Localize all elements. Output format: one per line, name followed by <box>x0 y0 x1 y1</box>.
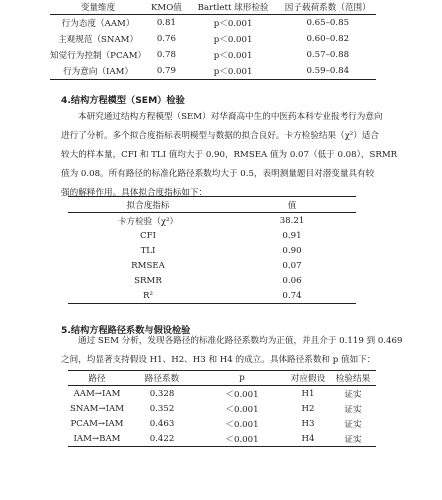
paragraph-line: 进行了分析。多个拟合度指标表明模型与数据的拟合良好。卡方检验结果（χ²）适合 <box>61 131 380 141</box>
table-cell: 0.91 <box>282 230 302 241</box>
table-header-cell: 因子载荷系数（范围） <box>284 3 371 13</box>
table-cell: H4 <box>286 431 330 447</box>
table-cell: 0.81 <box>146 15 187 32</box>
table-cell: 主观规范（SNAM） <box>58 35 139 45</box>
table-cell: 0.79 <box>146 63 187 80</box>
table-cell: 38.21 <box>279 215 305 226</box>
paragraph-line: 强的解释作用。具体拟合度指标如下： <box>61 188 208 198</box>
table-row <box>50 47 376 63</box>
table-header-cell: p <box>198 371 286 386</box>
table-cell: 0.328 <box>149 388 175 399</box>
table-header-cell: 变量维度 <box>80 3 116 13</box>
table-cell: p＜0.001 <box>213 51 253 61</box>
table-cell: 0.74 <box>228 288 356 304</box>
table-cell: 0.65–0.85 <box>280 15 376 32</box>
table-row <box>50 63 376 80</box>
table-cell: ＜0.001 <box>225 404 259 415</box>
section-heading: 4.结构方程模型（SEM）检验 <box>61 95 185 106</box>
table-header-cell: 路径系数 <box>126 371 198 386</box>
table-cell: 行为态度（AAM） <box>50 15 146 32</box>
table-cell: p＜0.001 <box>187 63 280 80</box>
table-cell: PCAM→IAM <box>70 418 124 429</box>
table-cell: 0.57–0.88 <box>306 50 350 60</box>
table-cell: p＜0.001 <box>213 35 253 45</box>
table-cell: SRMR <box>134 275 162 286</box>
table-cell: 0.60–0.82 <box>306 34 350 44</box>
table-row <box>68 431 376 447</box>
table-header-cell: Bartlett 球形检验 <box>197 3 269 13</box>
table-cell: ＜0.001 <box>225 419 259 430</box>
paragraph-line: 较大的样本量，CFI 和 TLI 值均大于 0.90，RMSEA 值为 0.07（低于 0.08），SRMR <box>61 150 398 160</box>
table-cell: 0.78 <box>156 50 176 60</box>
fit-index-table <box>68 196 356 304</box>
table-cell: ＜0.001 <box>198 431 286 447</box>
section-heading: 5.结构方程路径系数与假设检验 <box>61 325 191 336</box>
table-row <box>50 31 376 47</box>
table-cell: 0.90 <box>282 245 302 256</box>
table-header-cell: 对应假设 <box>286 371 330 386</box>
table-header-cell: 路径 <box>68 371 126 386</box>
table-cell: 证实 <box>344 389 362 400</box>
table-cell: 行为意向（IAM） <box>50 63 146 80</box>
table-cell: 证实 <box>344 419 362 430</box>
table-row <box>50 15 376 32</box>
table-cell: p＜0.001 <box>187 15 280 32</box>
factor-analysis-table <box>50 0 376 80</box>
table-header-row <box>68 371 376 386</box>
table-row <box>68 416 376 431</box>
table-row <box>68 228 356 243</box>
paragraph-line: 值为 0.08。所有路径的标准化路径系数均大于 0.5，表明测量题目对潜变量具有较 <box>61 169 375 179</box>
paragraph-line: 本研究通过结构方程模型（SEM）对华裔高中生的中医药本科专业报考行为意向 <box>78 112 383 122</box>
table-header-cell: 值 <box>228 197 356 213</box>
table-cell: 0.06 <box>282 275 302 286</box>
table-cell: 0.463 <box>149 418 175 429</box>
table-row <box>68 273 356 288</box>
table-cell: 卡方检验（χ²） <box>117 216 179 227</box>
table-cell: 证实 <box>344 404 362 415</box>
table-cell: 0.422 <box>126 431 198 447</box>
table-cell: 证实 <box>330 431 376 447</box>
table-cell: 知觉行为控制（PCAM） <box>50 51 147 61</box>
table-header-cell: 检验结果 <box>330 371 376 386</box>
table-row <box>68 288 356 304</box>
table-cell: TLI <box>140 245 156 256</box>
table-cell: H2 <box>301 403 315 414</box>
table-cell: 0.07 <box>282 260 302 271</box>
table-cell: ＜0.001 <box>225 389 259 400</box>
paragraph-line: 通过 SEM 分析，发现各路径的标准化路径系数均为正值，并且介于 0.119 到 0.469 <box>78 336 403 346</box>
paragraph <box>61 332 403 370</box>
paragraph <box>61 108 398 203</box>
paragraph-line: 之间，均显著支持假设 H1、H2、H3 和 H4 的成立。具体路径系数和 p 值如下： <box>61 355 376 365</box>
table-cell: H3 <box>301 418 315 429</box>
table-row <box>68 386 376 402</box>
table-cell: H1 <box>301 388 315 399</box>
table-cell: IAM→BAM <box>68 431 126 447</box>
table-cell: SNAM→IAM <box>69 403 124 414</box>
table-row <box>68 258 356 273</box>
table-header-cell: KMO值 <box>150 3 182 13</box>
table-header-row <box>68 197 356 213</box>
table-row <box>68 401 376 416</box>
table-row <box>68 243 356 258</box>
table-header-row <box>50 0 376 15</box>
path-coefficient-table <box>68 370 376 447</box>
table-cell: 0.352 <box>149 403 175 414</box>
table-cell: R² <box>68 288 228 304</box>
table-cell: AAM→IAM <box>73 388 121 399</box>
table-cell: CFI <box>140 230 156 241</box>
table-row <box>68 213 356 229</box>
table-header-cell: 拟合度指标 <box>68 197 228 213</box>
table-cell: 0.76 <box>156 34 176 44</box>
table-cell: 0.59–0.84 <box>280 63 376 80</box>
table-cell: RMSEA <box>131 260 165 271</box>
